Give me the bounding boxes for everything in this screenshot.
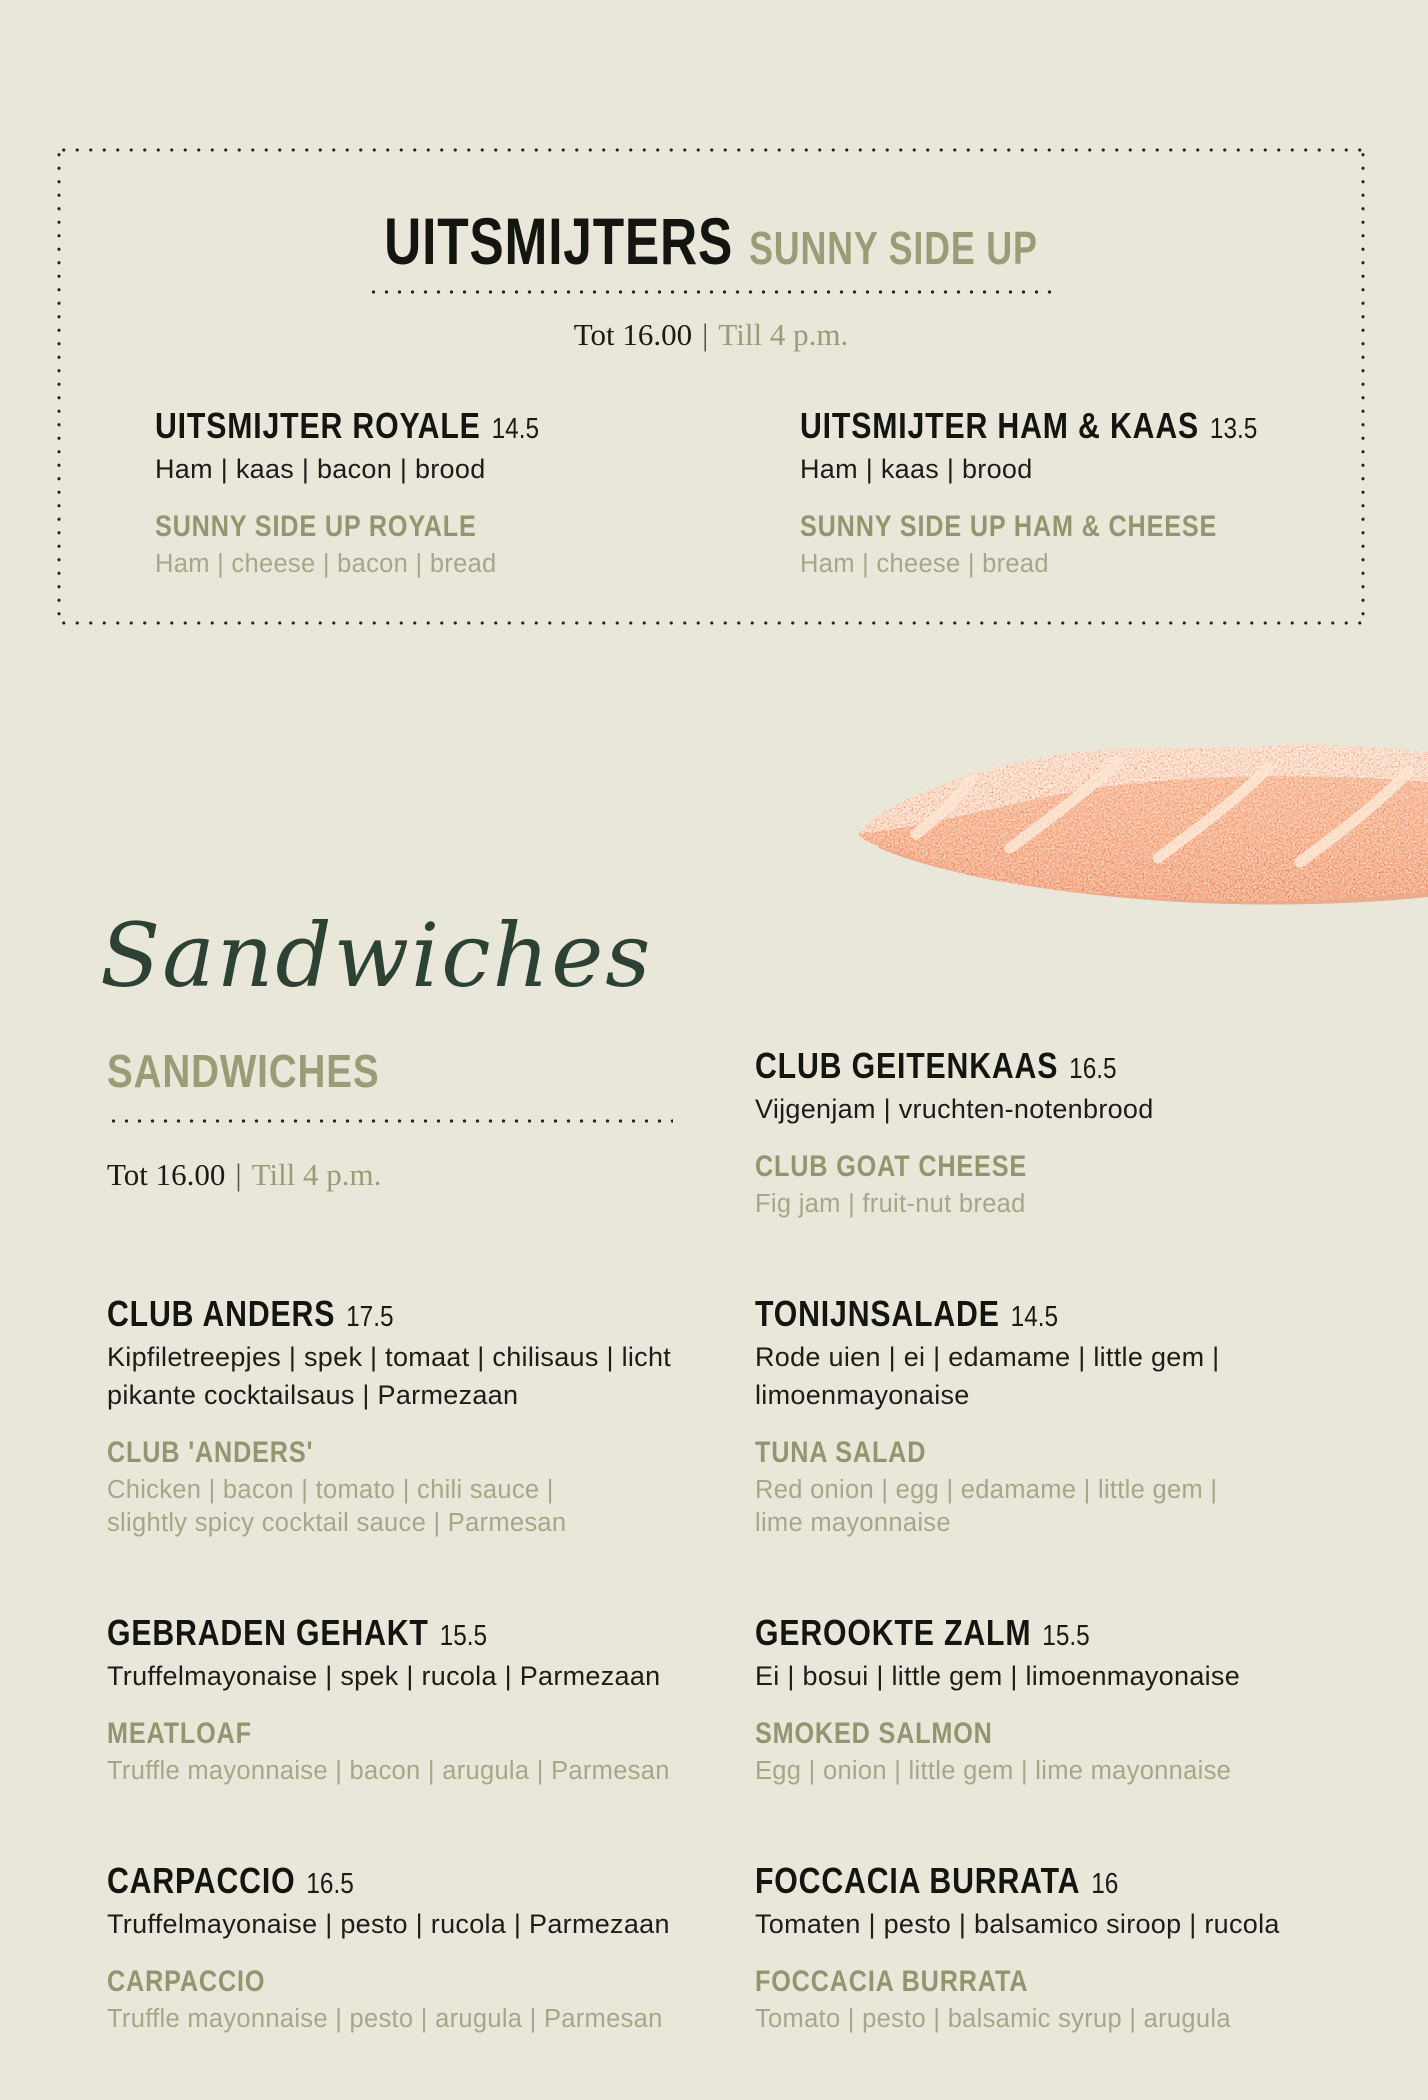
item-price: 16 (1091, 1868, 1119, 1900)
hours-en: Till 4 p.m. (718, 317, 849, 352)
item-name-en: CARPACCIO (107, 1965, 266, 1998)
item-description: Truffelmayonaise | pesto | rucola | Parmezaan (107, 1909, 670, 1939)
uitsmijters-items (57, 405, 1365, 581)
dotted-border-left (57, 148, 61, 625)
item-price: 14.5 (491, 413, 540, 446)
menu-item-gebraden-gehakt (107, 1612, 755, 1788)
baguette-illustration (850, 712, 1428, 930)
sandwiches-header (107, 1045, 755, 1192)
item-price: 16.5 (1069, 1053, 1117, 1085)
item-description-en: Truffle mayonnaise | pesto | arugula | Parmesan (107, 2005, 663, 2033)
item-name: CLUB GEITENKAAS (755, 1045, 1059, 1086)
dotted-border-top (57, 148, 1365, 152)
item-name: CARPACCIO (107, 1860, 296, 1901)
menu-item-club-anders (107, 1293, 755, 1540)
menu-item-uitsmijter-royale (155, 405, 800, 581)
hours-divider: | (702, 317, 709, 352)
item-description-en: Fig jam | fruit-nut bread (755, 1190, 1026, 1218)
item-name: TONIJNSALADE (755, 1293, 1000, 1334)
item-description: Rode uien | ei | edamame | little gem | limoenmayonaise (755, 1342, 1220, 1410)
item-name-en: MEATLOAF (107, 1717, 252, 1750)
script-heading: Sandwiches (100, 904, 653, 1007)
item-description-en: Tomato | pesto | balsamic syrup | arugula (755, 2005, 1231, 2033)
item-name-en: SUNNY SIDE UP HAM & CHEESE (800, 510, 1218, 544)
item-description-en: Ham | cheese | bread (800, 550, 1049, 579)
uitsmijters-hours (57, 318, 1365, 352)
item-description: Truffelmayonaise | spek | rucola | Parmezaan (107, 1661, 661, 1691)
sandwiches-section-title: SANDWICHES (107, 1045, 380, 1097)
item-description-en: Truffle mayonnaise | bacon | arugula | Parmesan (107, 1757, 670, 1785)
item-description-en: Red onion | egg | edamame | little gem | lime mayonnaise (755, 1476, 1218, 1537)
sandwiches-section (107, 1045, 1370, 2036)
item-description: Tomaten | pesto | balsamico siroop | rucola (755, 1909, 1280, 1939)
uitsmijters-title-row (57, 204, 1365, 278)
item-price: 15.5 (439, 1620, 488, 1652)
hours-en: Till 4 p.m. (251, 1157, 382, 1192)
item-name: UITSMIJTER HAM & KAAS (800, 405, 1200, 447)
dotted-border-bottom (57, 621, 1365, 625)
uitsmijters-section (57, 148, 1365, 625)
sandwiches-dotted-divider (107, 1119, 673, 1123)
section-subtitle: SUNNY SIDE UP (749, 222, 1038, 274)
item-price: 16.5 (306, 1868, 354, 1900)
hours-nl: Tot 16.00 (573, 317, 693, 352)
item-price: 14.5 (1010, 1301, 1059, 1333)
item-name-en: CLUB GOAT CHEESE (755, 1150, 1027, 1183)
item-name: GEROOKTE ZALM (755, 1612, 1032, 1653)
sandwiches-hours (107, 1158, 755, 1192)
menu-item-foccacia-burrata (755, 1860, 1370, 2036)
hours-nl: Tot 16.00 (107, 1157, 226, 1192)
item-name-en: SUNNY SIDE UP ROYALE (155, 510, 477, 544)
item-name: CLUB ANDERS (107, 1293, 336, 1334)
menu-item-club-geitenkaas (755, 1045, 1370, 1221)
item-name-en: FOCCACIA BURRATA (755, 1965, 1029, 1998)
item-description-en: Ham | cheese | bacon | bread (155, 550, 497, 579)
item-name-en: TUNA SALAD (755, 1436, 927, 1469)
item-description: Ei | bosui | little gem | limoenmayonaise (755, 1661, 1241, 1691)
item-name: GEBRADEN GEHAKT (107, 1612, 429, 1653)
item-description: Ham | kaas | bacon | brood (155, 454, 486, 485)
menu-item-gerookte-zalm (755, 1612, 1370, 1788)
item-price: 13.5 (1209, 413, 1258, 446)
item-description-en: Chicken | bacon | tomato | chili sauce | slightly spicy cocktail sauce | Parmesan (107, 1476, 567, 1537)
dotted-border-right (1361, 148, 1365, 625)
item-name-en: SMOKED SALMON (755, 1717, 993, 1750)
item-description: Vijgenjam | vruchten-notenbrood (755, 1094, 1154, 1124)
menu-item-tonijnsalade (755, 1293, 1370, 1540)
item-name: FOCCACIA BURRATA (755, 1860, 1081, 1901)
item-description: Kipfiletreepjes | spek | tomaat | chilisaus | licht pikante cocktailsaus | Parmezaan (107, 1342, 672, 1410)
hours-divider: | (235, 1157, 242, 1192)
menu-item-carpaccio (107, 1860, 755, 2036)
item-name: UITSMIJTER ROYALE (155, 405, 481, 447)
menu-item-uitsmijter-ham-kaas (800, 405, 1365, 581)
item-name-en: CLUB 'ANDERS' (107, 1436, 314, 1469)
item-price: 15.5 (1042, 1620, 1090, 1652)
section-title: UITSMIJTERS (384, 204, 734, 278)
item-description: Ham | kaas | brood (800, 454, 1033, 485)
item-price: 17.5 (346, 1301, 394, 1333)
title-dotted-divider (367, 290, 1055, 294)
item-description-en: Egg | onion | little gem | lime mayonnaise (755, 1757, 1232, 1785)
